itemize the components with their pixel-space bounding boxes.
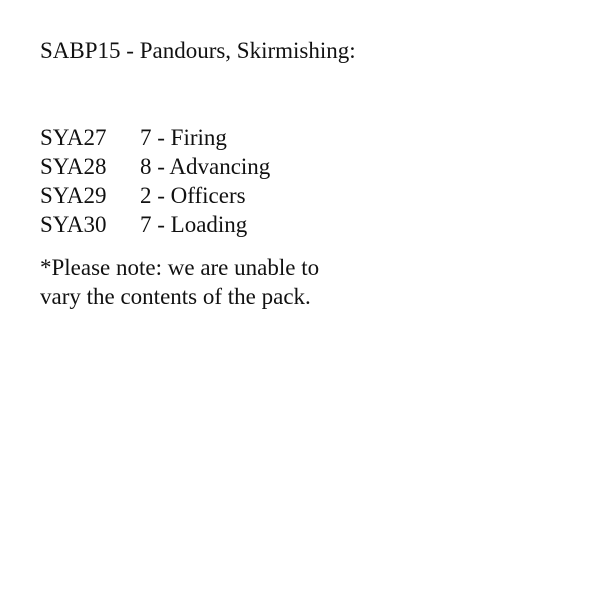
pack-title: SABP15 - Pandours, Skirmishing: [40,38,356,63]
list-item [40,181,580,210]
item-code: SYA30 [40,212,107,237]
list-item [40,123,580,152]
item-code: SYA27 [40,125,107,150]
item-description: 7 - Firing [140,125,227,150]
list-item [40,152,580,181]
contents-list [40,123,580,239]
note-line-2: vary the contents of the pack. [40,284,311,309]
item-code: SYA28 [40,154,107,179]
note-line-1: *Please note: we are unable to [40,255,320,280]
pack-note [40,253,580,311]
item-description: 8 - Advancing [140,154,271,179]
item-description: 2 - Officers [140,183,246,208]
document-page [40,36,580,311]
item-code: SYA29 [40,183,107,208]
item-description: 7 - Loading [140,212,248,237]
list-item [40,210,580,239]
